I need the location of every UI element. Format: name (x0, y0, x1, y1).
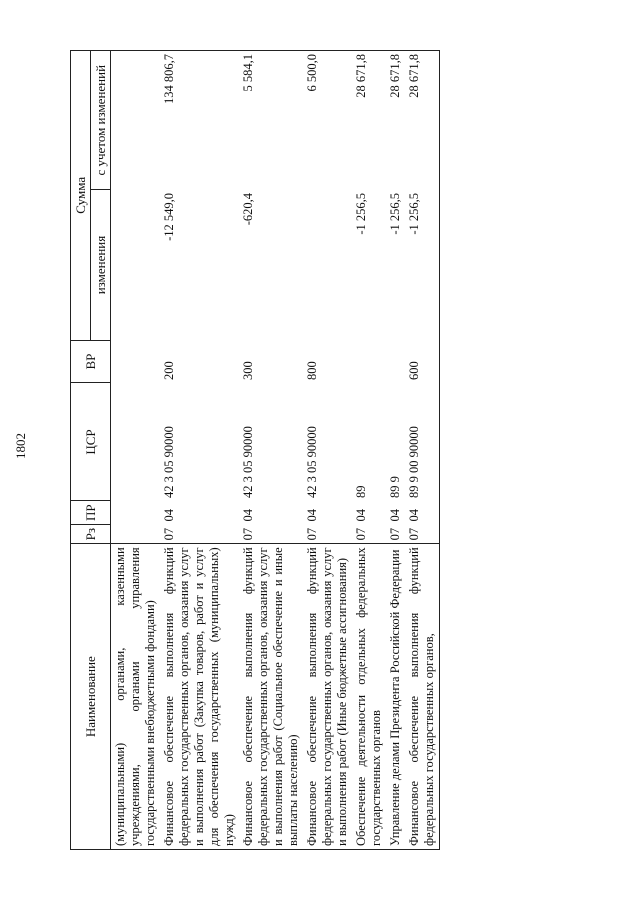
row-pr: 04 (162, 509, 176, 522)
header-with-changes: с учетом изменений (91, 51, 111, 190)
rotated-page (70, 50, 600, 850)
row-rz (111, 525, 161, 544)
budget-table (70, 50, 440, 850)
header-name: Наименование (71, 544, 111, 850)
row-csr: 42 3 05 90000 (162, 426, 176, 498)
row-vr: 200 (162, 361, 176, 380)
row-pr: 04 (305, 509, 319, 522)
table-row (386, 51, 405, 850)
table-row (160, 51, 239, 850)
page-number: 1802 (13, 433, 28, 459)
row-csr (111, 383, 161, 501)
row-total: 6 500,0 (303, 51, 352, 190)
table-row (405, 51, 440, 850)
table-row (352, 51, 386, 850)
row-vr (111, 340, 161, 383)
row-pr: 04 (405, 501, 440, 525)
table-row (111, 51, 161, 850)
header-vr: ВР (71, 340, 111, 383)
row-change (303, 190, 352, 340)
row-name: Финансовое обеспечение выполнения функций федеральных государственных органов, оказания услуг и выполнения работ (Закупка товаров, работ и услуг для обеспечения государственных (муниципальных) нужд) (160, 544, 239, 850)
row-name: Управление делами Президента Российской Федерации (386, 544, 405, 850)
row-total (111, 51, 161, 190)
row-pr: 04 (354, 509, 368, 522)
row-vr (386, 340, 405, 383)
row-rz: 07 (388, 527, 402, 541)
header-sum: Сумма (71, 51, 91, 341)
row-rz: 07 (354, 527, 368, 541)
row-total: 5 584,1 (239, 51, 303, 190)
row-change: -620,4 (241, 192, 255, 226)
row-total: 28 671,8 (405, 51, 440, 190)
header-changes: изменения (91, 190, 111, 340)
row-pr: 04 (241, 509, 255, 522)
row-change: -1 256,5 (405, 190, 440, 340)
row-name: Финансовое обеспечение выполнения функций федеральных государственных органов, (405, 544, 440, 850)
row-pr: 04 (388, 509, 402, 522)
row-name: Обеспечение деятельности отдельных федеральных государственных органов (352, 544, 386, 850)
row-name: Финансовое обеспечение выполнения функций федеральных государственных органов, оказания услуг и выполнения работ (Социальное обеспечение и иные выплаты населению) (239, 544, 303, 850)
table-row (303, 51, 352, 850)
table-header (71, 51, 111, 850)
row-total: 28 671,8 (352, 51, 386, 190)
header-rz: Рз (71, 525, 111, 544)
row-csr: 89 9 (388, 476, 402, 498)
row-rz: 07 (241, 527, 255, 541)
row-pr (111, 501, 161, 525)
row-change: -12 549,0 (162, 192, 176, 241)
row-total: 28 671,8 (386, 51, 405, 190)
row-rz: 07 (305, 527, 319, 541)
row-change: -1 256,5 (388, 192, 402, 235)
row-rz: 07 (162, 527, 176, 541)
row-name: Финансовое обеспечение выполнения функций федеральных государственных органов, оказания услуг и выполнения работ (Иные бюджетные ассигнования) (303, 544, 352, 850)
row-vr: 300 (241, 361, 255, 380)
row-csr: 89 (354, 485, 368, 498)
row-csr: 42 3 05 90000 (241, 426, 255, 498)
header-pr: ПР (71, 501, 111, 525)
header-csr: ЦСР (71, 383, 111, 501)
table-body (111, 51, 440, 850)
row-rz: 07 (405, 525, 440, 544)
row-csr: 42 3 05 90000 (305, 426, 319, 498)
row-name: (муниципальными) органами, казенными учреждениями, органами управления государственными внебюджетными фондами) (111, 544, 161, 850)
row-csr: 89 9 00 90000 (405, 383, 440, 501)
row-change (111, 190, 161, 340)
table-row (239, 51, 303, 850)
row-vr: 600 (405, 340, 440, 383)
row-change: -1 256,5 (354, 192, 368, 235)
row-vr: 800 (305, 361, 319, 380)
row-vr (352, 340, 386, 383)
row-total: 134 806,7 (160, 51, 239, 190)
